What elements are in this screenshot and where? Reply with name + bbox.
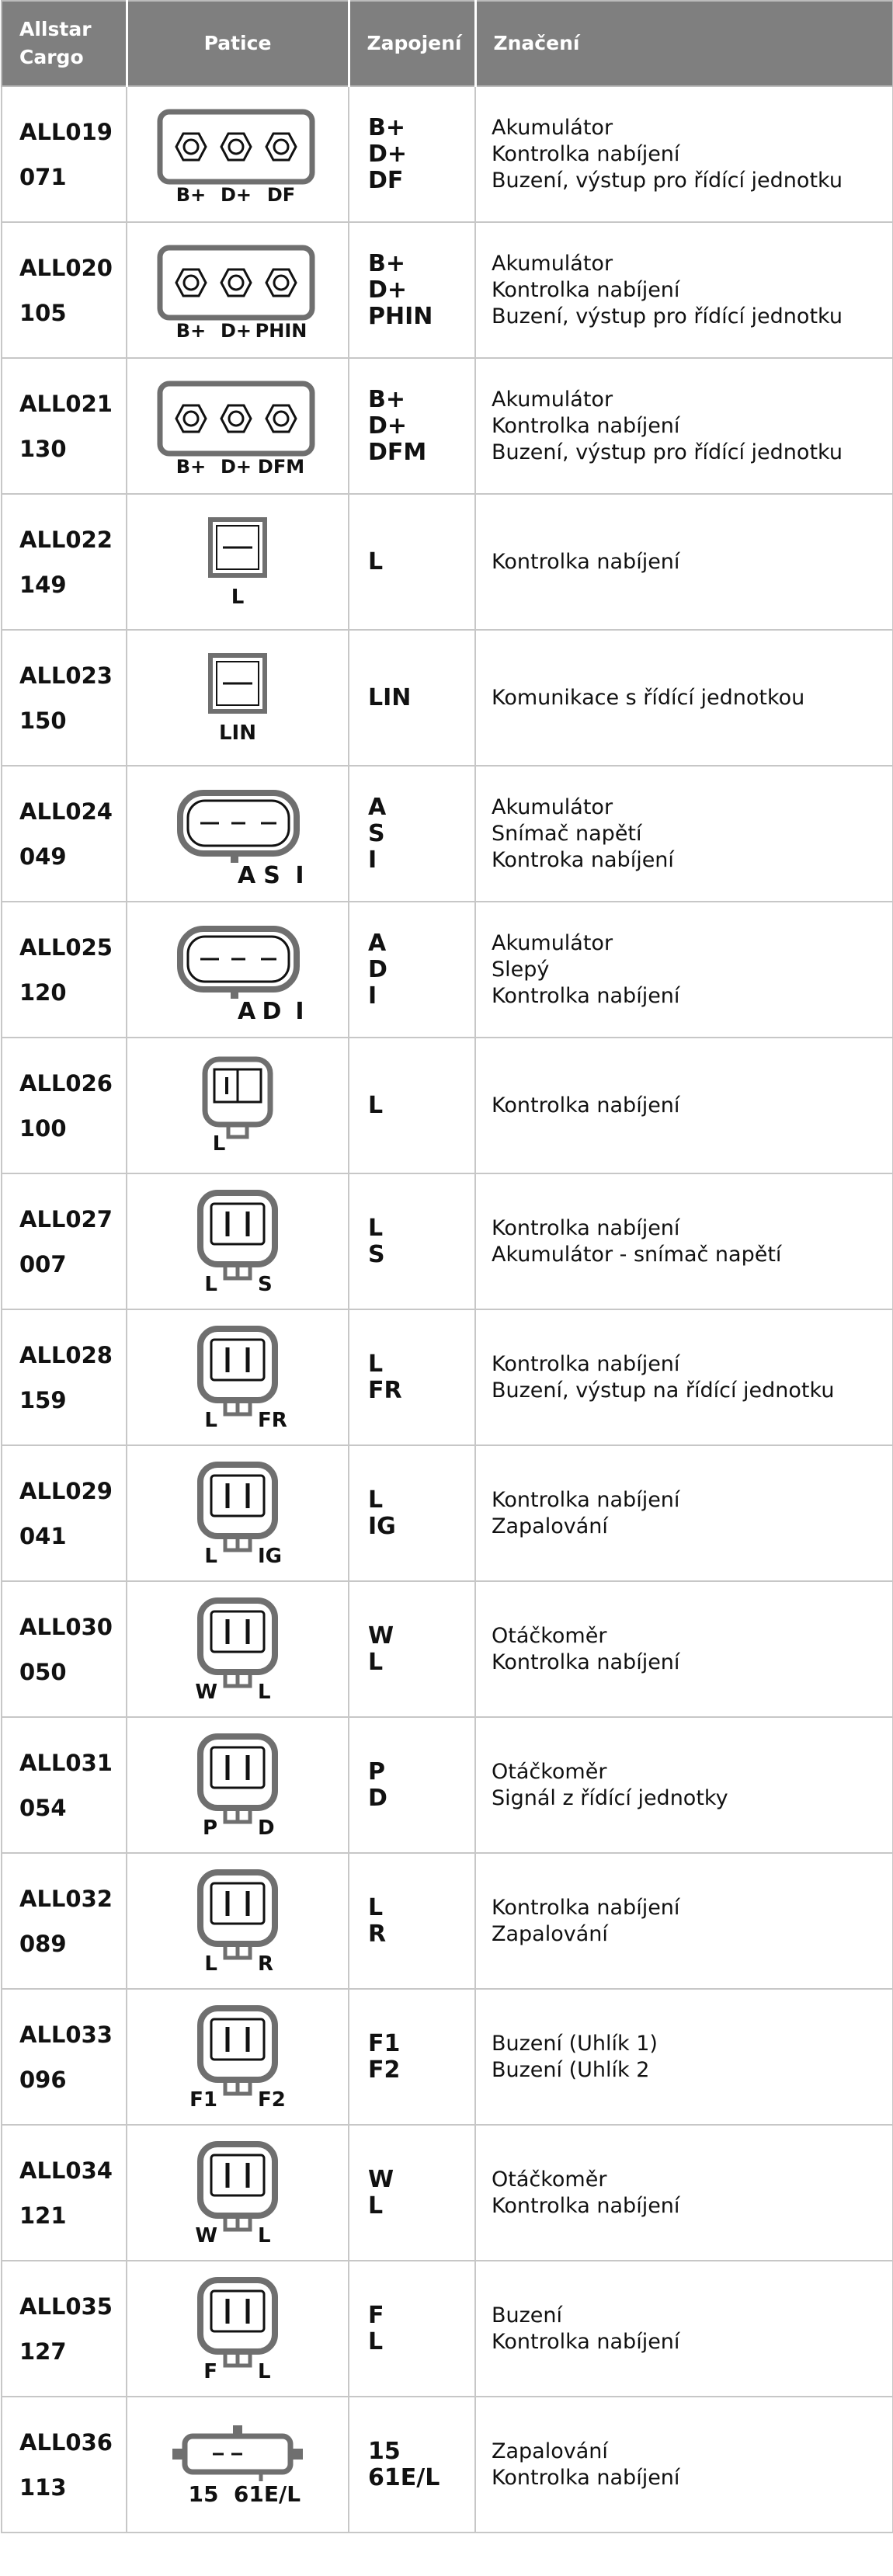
plug-two-pin-icon bbox=[144, 1999, 331, 2115]
part-code: 071 bbox=[19, 163, 67, 190]
pin-name: S bbox=[368, 819, 385, 847]
pin-label: L bbox=[204, 1544, 217, 1568]
pin-name: W bbox=[368, 2165, 394, 2193]
flat-two-pin-icon bbox=[144, 2407, 331, 2523]
pin-description: Kontrolka nabíjení bbox=[492, 2193, 680, 2218]
socket-cell bbox=[127, 902, 349, 1038]
connector-table bbox=[1, 0, 893, 2533]
pin-label: 61E/L bbox=[233, 2480, 301, 2507]
pin-name: L bbox=[368, 2192, 384, 2220]
pin-description: Buzení, výstup pro řídící jednotku bbox=[492, 304, 843, 329]
pin-name: L bbox=[368, 2327, 384, 2355]
marking-cell bbox=[475, 1309, 893, 1445]
pin-label: L bbox=[204, 1408, 217, 1432]
part-code: 159 bbox=[19, 1386, 67, 1413]
pin-label: F1 bbox=[189, 2088, 217, 2112]
part-code: ALL036 bbox=[19, 2428, 113, 2456]
pin-description: Buzení, výstup na řídící jednotku bbox=[492, 1378, 835, 1403]
part-code-cell bbox=[2, 1173, 127, 1309]
pin-name: R bbox=[368, 1920, 387, 1948]
oval-three-pin-icon bbox=[144, 912, 331, 1028]
pin-label: B+ bbox=[175, 455, 207, 478]
pin-name: 15 bbox=[368, 2437, 401, 2465]
pin-name: A bbox=[368, 929, 387, 957]
table-row bbox=[2, 630, 893, 766]
pin-description: Kontrolka nabíjení bbox=[492, 1351, 680, 1376]
marking-cell bbox=[475, 2125, 893, 2261]
table-row bbox=[2, 2261, 893, 2397]
socket-cell bbox=[127, 494, 349, 630]
socket-cell bbox=[127, 222, 349, 358]
pin-label: D bbox=[258, 1816, 275, 1840]
pin-name: S bbox=[368, 1240, 385, 1268]
pin-description: Akumulátor bbox=[492, 794, 613, 819]
table-row bbox=[2, 1581, 893, 1717]
wiring-cell bbox=[349, 766, 475, 902]
pin-description: Akumulátor bbox=[492, 115, 613, 140]
pin-description: Buzení (Uhlík 1) bbox=[492, 2031, 658, 2056]
socket-cell bbox=[127, 630, 349, 766]
pin-label: DF bbox=[266, 183, 296, 206]
pin-name: A bbox=[368, 793, 387, 821]
pin-description: Komunikace s řídící jednotkou bbox=[492, 685, 805, 710]
wiring-cell bbox=[349, 1309, 475, 1445]
part-code-cell bbox=[2, 2397, 127, 2533]
pin-description: Kontrolka nabíjení bbox=[492, 1093, 680, 1118]
socket-cell bbox=[127, 1853, 349, 1989]
part-code-cell bbox=[2, 1853, 127, 1989]
socket-cell bbox=[127, 766, 349, 902]
pin-label: L bbox=[231, 585, 245, 609]
pin-description: Buzení, výstup pro řídící jednotku bbox=[492, 168, 843, 193]
header-socket: Patice bbox=[127, 1, 349, 86]
part-code-cell bbox=[2, 358, 127, 494]
pin-label: L bbox=[258, 2359, 271, 2383]
pin-description: Kontrolka nabíjení bbox=[492, 1215, 680, 1240]
part-code: ALL031 bbox=[19, 1749, 113, 1776]
marking-cell bbox=[475, 1989, 893, 2125]
marking-cell bbox=[475, 222, 893, 358]
part-code: 105 bbox=[19, 299, 67, 326]
marking-cell bbox=[475, 1581, 893, 1717]
plug-two-pin-icon bbox=[144, 1184, 331, 1300]
wiring-cell bbox=[349, 2397, 475, 2533]
part-code: ALL026 bbox=[19, 1069, 113, 1097]
pin-name: L bbox=[368, 1214, 384, 1242]
pin-label: S bbox=[263, 861, 280, 889]
pin-name: F bbox=[368, 2301, 384, 2329]
marking-cell bbox=[475, 358, 893, 494]
part-code: ALL027 bbox=[19, 1205, 113, 1232]
pin-name: L bbox=[368, 548, 384, 575]
part-code: 049 bbox=[19, 843, 67, 870]
pin-description: Otáčkoměr bbox=[492, 1623, 607, 1648]
table-row bbox=[2, 494, 893, 630]
pin-label: I bbox=[295, 997, 304, 1025]
wiring-cell bbox=[349, 2125, 475, 2261]
table-row bbox=[2, 2125, 893, 2261]
table-row bbox=[2, 1989, 893, 2125]
socket-cell bbox=[127, 2125, 349, 2261]
three-terminal-icon bbox=[144, 368, 331, 485]
pin-description: Akumulátor bbox=[492, 930, 613, 955]
header-code bbox=[2, 1, 127, 86]
pin-description: Slepý bbox=[492, 957, 550, 982]
marking-cell bbox=[475, 494, 893, 630]
part-code: 100 bbox=[19, 1114, 67, 1142]
socket-cell bbox=[127, 1989, 349, 2125]
part-code: 007 bbox=[19, 1250, 67, 1278]
pin-name: F2 bbox=[368, 2056, 401, 2084]
pin-name: L bbox=[368, 1350, 384, 1378]
part-code: 121 bbox=[19, 2202, 67, 2229]
part-code: 089 bbox=[19, 1930, 67, 1957]
header-code-line2: Cargo bbox=[19, 46, 84, 68]
marking-cell bbox=[475, 2261, 893, 2397]
pin-name: I bbox=[368, 846, 377, 874]
table-row bbox=[2, 358, 893, 494]
part-code: ALL021 bbox=[19, 390, 113, 417]
pin-label: L bbox=[258, 2223, 271, 2247]
socket-cell bbox=[127, 86, 349, 222]
pin-name: L bbox=[368, 1648, 384, 1676]
pin-name: B+ bbox=[368, 113, 406, 141]
pin-name: F1 bbox=[368, 2029, 401, 2057]
wiring-cell bbox=[349, 86, 475, 222]
plug-two-pin-icon bbox=[144, 2271, 331, 2387]
pin-name: DF bbox=[368, 166, 404, 194]
pin-label: L bbox=[258, 1680, 271, 1704]
pin-description: Kontrolka nabíjení bbox=[492, 1487, 680, 1512]
part-code-cell bbox=[2, 1309, 127, 1445]
pin-label: D+ bbox=[220, 319, 252, 342]
part-code: ALL025 bbox=[19, 933, 113, 961]
wiring-cell bbox=[349, 1581, 475, 1717]
plug-one-pin-icon bbox=[144, 1048, 331, 1164]
pin-label: F bbox=[203, 2359, 217, 2383]
pin-label: R bbox=[258, 1952, 274, 1976]
pin-label: IG bbox=[258, 1544, 283, 1568]
part-code: ALL022 bbox=[19, 526, 113, 553]
pin-description: Kontrolka nabíjení bbox=[492, 1650, 680, 1674]
table-header-row bbox=[2, 1, 893, 86]
pin-description: Otáčkoměr bbox=[492, 2167, 607, 2192]
part-code: ALL024 bbox=[19, 798, 113, 825]
plug-two-pin-icon bbox=[144, 1591, 331, 1708]
pin-label: A bbox=[238, 997, 256, 1025]
marking-cell bbox=[475, 86, 893, 222]
part-code-cell bbox=[2, 1989, 127, 2125]
part-code: 130 bbox=[19, 435, 67, 462]
pin-label: A bbox=[238, 861, 256, 889]
pin-label: FR bbox=[258, 1408, 287, 1432]
pin-name: B+ bbox=[368, 385, 406, 413]
pin-name: 61E/L bbox=[368, 2463, 440, 2491]
marking-cell bbox=[475, 1445, 893, 1581]
pin-description: Kontrolka nabíjení bbox=[492, 2465, 680, 2490]
pin-label: PHIN bbox=[255, 319, 308, 342]
wiring-cell bbox=[349, 494, 475, 630]
pin-name: PHIN bbox=[368, 302, 433, 330]
marking-cell bbox=[475, 1853, 893, 1989]
pin-label: W bbox=[195, 2223, 217, 2247]
pin-label: D bbox=[262, 997, 282, 1025]
pin-description: Zapalování bbox=[492, 1921, 608, 1946]
socket-cell bbox=[127, 1445, 349, 1581]
part-code-cell bbox=[2, 902, 127, 1038]
table-row bbox=[2, 2397, 893, 2533]
socket-cell bbox=[127, 2261, 349, 2397]
pin-name: IG bbox=[368, 1512, 396, 1540]
plug-two-pin-icon bbox=[144, 1863, 331, 1980]
pin-description: Zapalování bbox=[492, 1514, 608, 1538]
wiring-cell bbox=[349, 1989, 475, 2125]
pin-label: D+ bbox=[220, 455, 252, 478]
pin-name: P bbox=[368, 1757, 385, 1785]
part-code-cell bbox=[2, 86, 127, 222]
part-code: 050 bbox=[19, 1658, 67, 1685]
socket-cell bbox=[127, 2397, 349, 2533]
pin-description: Kontroka nabíjení bbox=[492, 847, 674, 872]
part-code-cell bbox=[2, 1445, 127, 1581]
single-blade-icon bbox=[144, 504, 331, 621]
wiring-cell bbox=[349, 222, 475, 358]
part-code: 150 bbox=[19, 707, 67, 734]
pin-label: P bbox=[202, 1816, 217, 1840]
marking-cell bbox=[475, 1717, 893, 1853]
marking-cell bbox=[475, 766, 893, 902]
part-code-cell bbox=[2, 2261, 127, 2397]
part-code: ALL033 bbox=[19, 2021, 113, 2048]
pin-label: L bbox=[204, 1952, 217, 1976]
part-code-cell bbox=[2, 222, 127, 358]
table-row bbox=[2, 1853, 893, 1989]
marking-cell bbox=[475, 1173, 893, 1309]
table-row bbox=[2, 1445, 893, 1581]
wiring-cell bbox=[349, 2261, 475, 2397]
pin-name: LIN bbox=[368, 683, 412, 711]
wiring-cell bbox=[349, 1717, 475, 1853]
socket-cell bbox=[127, 1173, 349, 1309]
pin-description: Otáčkoměr bbox=[492, 1759, 607, 1784]
part-code-cell bbox=[2, 1581, 127, 1717]
socket-cell bbox=[127, 1717, 349, 1853]
pin-name: D bbox=[368, 1784, 387, 1812]
pin-label: S bbox=[258, 1272, 273, 1296]
table-row bbox=[2, 1038, 893, 1173]
pin-label: B+ bbox=[175, 319, 207, 342]
pin-description: Kontrolka nabíjení bbox=[492, 549, 680, 574]
three-terminal-icon bbox=[144, 232, 331, 349]
pin-label: 15 bbox=[188, 2480, 219, 2507]
part-code: 127 bbox=[19, 2338, 67, 2365]
marking-cell bbox=[475, 2397, 893, 2533]
pin-description: Buzení (Uhlík 2 bbox=[492, 2057, 650, 2082]
wiring-cell bbox=[349, 902, 475, 1038]
pin-name: D+ bbox=[368, 412, 408, 440]
table-row bbox=[2, 1173, 893, 1309]
header-wiring: Zapojení bbox=[349, 1, 475, 86]
part-code-cell bbox=[2, 2125, 127, 2261]
wiring-cell bbox=[349, 1853, 475, 1989]
pin-name: D bbox=[368, 955, 387, 983]
pin-description: Akumulátor - snímač napětí bbox=[492, 1242, 782, 1267]
pin-label: L bbox=[204, 1272, 217, 1296]
part-code: 041 bbox=[19, 1522, 67, 1549]
part-code: 054 bbox=[19, 1794, 67, 1821]
part-code: ALL029 bbox=[19, 1477, 113, 1504]
table-row bbox=[2, 1717, 893, 1853]
marking-cell bbox=[475, 630, 893, 766]
pin-name: D+ bbox=[368, 276, 408, 304]
table-row bbox=[2, 86, 893, 222]
part-code: ALL032 bbox=[19, 1885, 113, 1912]
part-code-cell bbox=[2, 630, 127, 766]
table-row bbox=[2, 766, 893, 902]
wiring-cell bbox=[349, 358, 475, 494]
pin-name: D+ bbox=[368, 140, 408, 168]
part-code-cell bbox=[2, 1038, 127, 1173]
three-terminal-icon bbox=[144, 96, 331, 213]
pin-label: W bbox=[195, 1680, 217, 1704]
pin-label: L bbox=[212, 1132, 226, 1156]
pin-description: Kontrolka nabíjení bbox=[492, 1895, 680, 1920]
pin-description: Buzení bbox=[492, 2303, 563, 2327]
pin-name: FR bbox=[368, 1376, 402, 1404]
wiring-cell bbox=[349, 1173, 475, 1309]
pin-description: Signál z řídící jednotky bbox=[492, 1785, 728, 1810]
pin-description: Zapalování bbox=[492, 2439, 608, 2463]
part-code: ALL020 bbox=[19, 254, 113, 281]
pin-name: L bbox=[368, 1486, 384, 1514]
plug-two-pin-icon bbox=[144, 1319, 331, 1436]
pin-name: L bbox=[368, 1091, 384, 1119]
table-row bbox=[2, 902, 893, 1038]
socket-cell bbox=[127, 358, 349, 494]
part-code: ALL019 bbox=[19, 118, 113, 145]
pin-description: Akumulátor bbox=[492, 387, 613, 412]
pin-label: D+ bbox=[220, 183, 252, 206]
pin-label: DFM bbox=[257, 455, 305, 478]
socket-cell bbox=[127, 1581, 349, 1717]
part-code: 120 bbox=[19, 979, 67, 1006]
part-code: ALL035 bbox=[19, 2293, 113, 2320]
oval-three-pin-icon bbox=[144, 776, 331, 892]
table-row bbox=[2, 222, 893, 358]
socket-cell bbox=[127, 1309, 349, 1445]
pin-description: Kontrolka nabíjení bbox=[492, 413, 680, 438]
pin-description: Buzení, výstup pro řídící jednotku bbox=[492, 440, 843, 464]
part-code: ALL028 bbox=[19, 1341, 113, 1368]
part-code-cell bbox=[2, 494, 127, 630]
pin-label: F2 bbox=[258, 2088, 286, 2112]
part-code-cell bbox=[2, 766, 127, 902]
wiring-cell bbox=[349, 1038, 475, 1173]
pin-description: Kontrolka nabíjení bbox=[492, 141, 680, 166]
wiring-cell bbox=[349, 630, 475, 766]
pin-label: B+ bbox=[175, 183, 207, 206]
socket-cell bbox=[127, 1038, 349, 1173]
plug-two-pin-icon bbox=[144, 1727, 331, 1844]
table-row bbox=[2, 1309, 893, 1445]
pin-description: Kontrolka nabíjení bbox=[492, 983, 680, 1008]
marking-cell bbox=[475, 902, 893, 1038]
wiring-cell bbox=[349, 1445, 475, 1581]
plug-two-pin-icon bbox=[144, 1455, 331, 1572]
marking-cell bbox=[475, 1038, 893, 1173]
part-code: ALL023 bbox=[19, 662, 113, 689]
part-code-cell bbox=[2, 1717, 127, 1853]
pin-description: Kontrolka nabíjení bbox=[492, 2329, 680, 2354]
pin-name: L bbox=[368, 1893, 384, 1921]
part-code: 096 bbox=[19, 2066, 67, 2093]
pin-label: LIN bbox=[218, 721, 257, 745]
part-code: 149 bbox=[19, 571, 67, 598]
part-code: 113 bbox=[19, 2473, 67, 2501]
pin-description: Snímač napětí bbox=[492, 821, 642, 846]
header-code-line1: Allstar bbox=[19, 18, 92, 40]
pin-name: I bbox=[368, 982, 377, 1010]
pin-name: W bbox=[368, 1622, 394, 1650]
pin-name: DFM bbox=[368, 438, 427, 466]
pin-description: Kontrolka nabíjení bbox=[492, 277, 680, 302]
part-code: ALL030 bbox=[19, 1613, 113, 1640]
pin-description: Akumulátor bbox=[492, 251, 613, 276]
plug-two-pin-icon bbox=[144, 2135, 331, 2251]
part-code: ALL034 bbox=[19, 2157, 113, 2184]
header-marking: Značení bbox=[475, 1, 893, 86]
single-blade-icon bbox=[144, 640, 331, 756]
pin-label: I bbox=[295, 861, 304, 889]
pin-name: B+ bbox=[368, 249, 406, 277]
